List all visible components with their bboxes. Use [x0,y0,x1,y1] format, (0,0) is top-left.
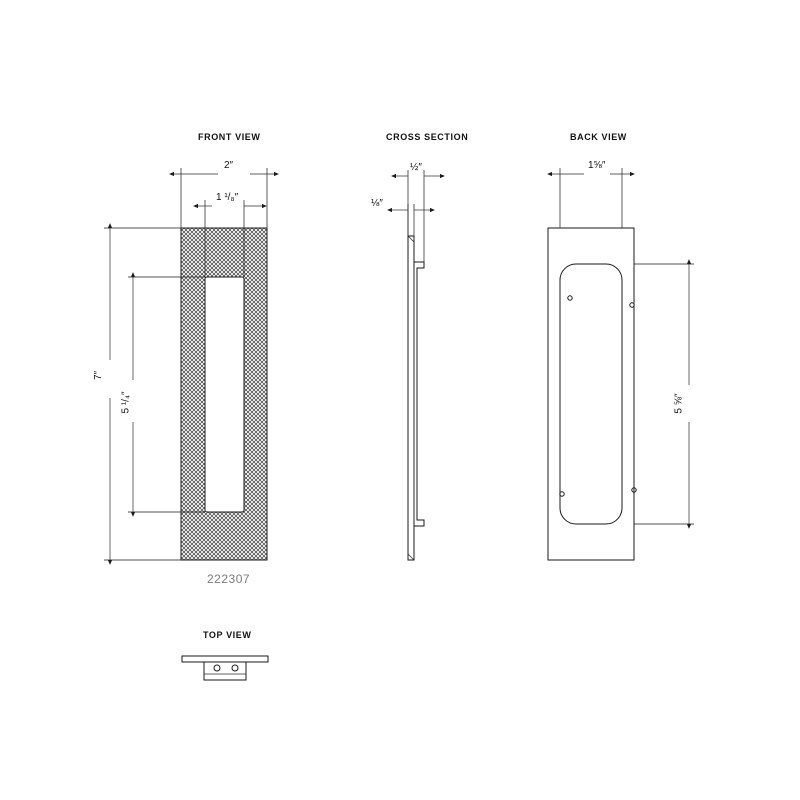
dim-front-inner-width: 1 ¹/₈″ [216,192,239,203]
cross-section-title: CROSS SECTION [386,132,469,142]
dim-front-width: 2″ [224,160,234,171]
part-number-label: 222307 [207,572,251,586]
dim-cross-thickness: ⅛″ [371,198,383,209]
back-view-title: BACK VIEW [570,132,627,142]
dim-back-height: 5 ⅝″ [673,393,685,414]
back-view-body [548,228,636,560]
top-view-title: TOP VIEW [203,630,252,640]
cross-section-dimensions [392,170,440,262]
dim-back-width: 1⅝″ [588,160,606,171]
cross-section-body [408,236,424,560]
front-view-body [181,228,267,560]
dim-front-height: 7″ [93,370,105,381]
dim-front-inner-height: 5 ¹/₄″ [120,391,132,414]
dim-cross-depth: ½″ [410,162,422,173]
top-view-body [182,656,268,680]
front-view-title: FRONT VIEW [198,132,261,142]
